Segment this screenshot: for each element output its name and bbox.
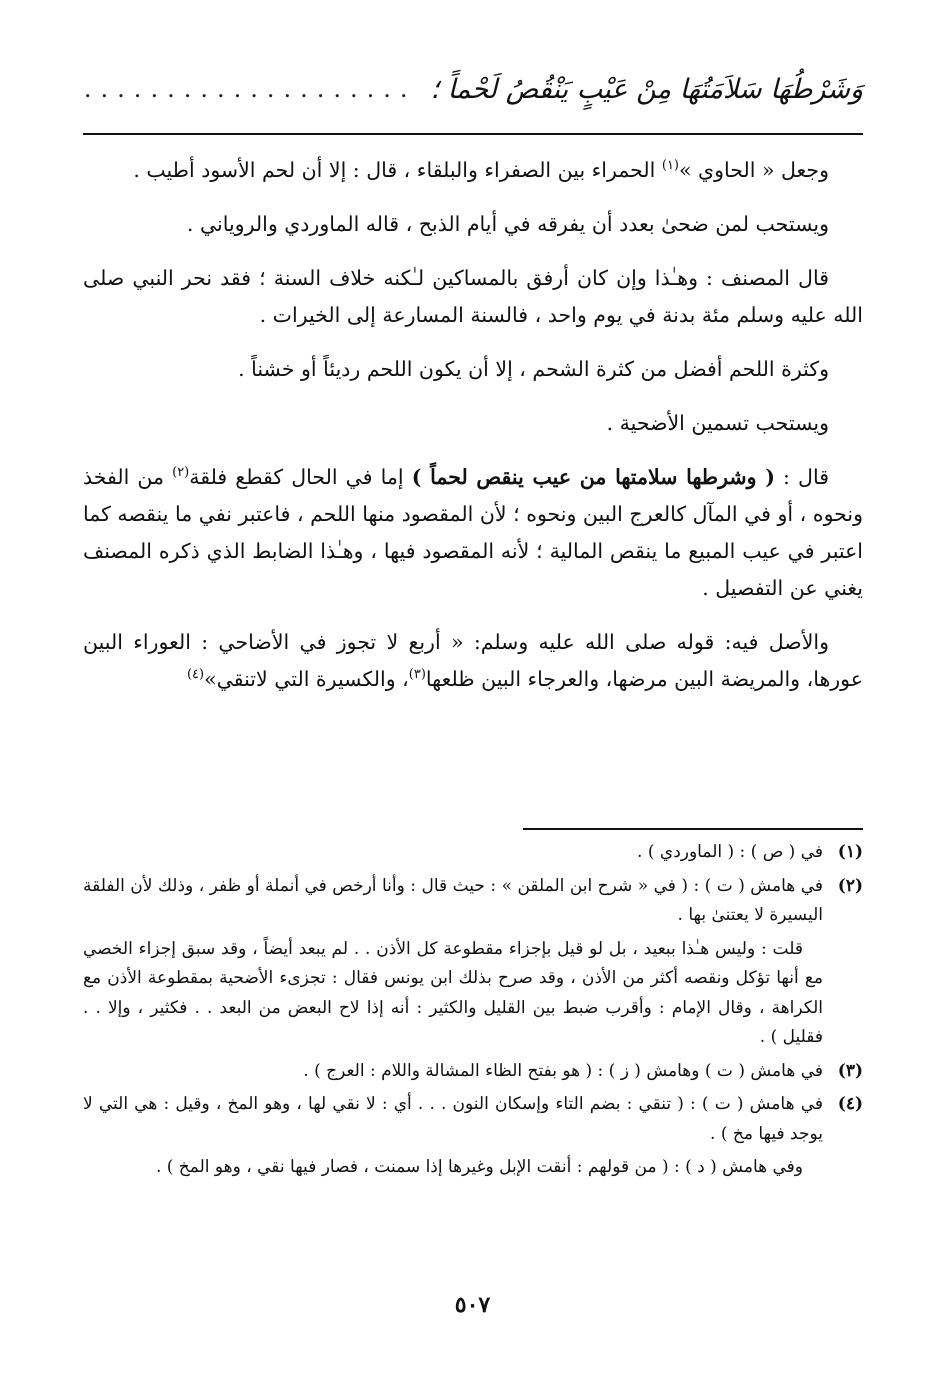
paragraph-1 <box>83 152 863 189</box>
footnote-text: في ( ص ) : ( الماوردي ) . <box>637 842 823 862</box>
footnote-number: (٣) <box>837 1060 863 1081</box>
paragraph-4: وكثرة اللحم أفضل من كثرة الشحم ، إلا أن يكون اللحم رديئاً أو خشناً . <box>238 357 829 381</box>
page-number: ٥٠٧ <box>454 1292 491 1318</box>
footnote-separator <box>523 828 863 830</box>
paragraph-1-start: وجعل « الحاوي » <box>679 158 829 182</box>
paragraph-3: قال المصنف : وهـٰذا وإن كان أرفق بالمساكين لـٰكنه خلاف السنة ؛ فقد نحر النبي صلى الله عليه وسلم مئة بدنة في يوم واحد ، فالسنة المسارعة إلى الخيرات . <box>83 266 863 327</box>
main-text <box>83 152 863 704</box>
paragraph-6-start: قال : <box>774 465 829 489</box>
footnote-text: قلت : وليس هـٰذا ببعيد ، بل لو قيل بإجزاء مقطوعة كل الأذن . . لم يبعد أيضاً ، وقد سبق إجزاء الخصي مع أنها تؤكل ونقصه أكثر من الأذن ، وقد صرح بذلك ابن يونس فقال : تجزىء الأضحية بمقطوعة الأذن مع الكراهة ، وقال الإمام : وأقرب ضبط بين القليل والكثير : أنه إذا لاح البعض من البعد . . فكثير ، وإلا . . فقليل ) . <box>83 938 823 1047</box>
footnote-body <box>83 872 823 1053</box>
footnotes <box>83 838 863 1187</box>
footnote-text: في هامش ( ت ) : ( تنقي : بضم التاء وإسكان النون . . . أي : لا نقي لها ، وهو المخ ، وقيل : هي التي لا يوجد فيها مخ ) . <box>83 1094 823 1144</box>
paragraph-2: ويستحب لمن ضحىٰ بعدد أن يفرقه في أيام الذبح ، قاله الماوردي والروياني . <box>186 212 829 236</box>
footnote-number: (١) <box>837 842 863 862</box>
paragraph-7-end: ، والكسيرة التي لاتنقي» <box>204 667 409 691</box>
footnote-ref-4: (٤) <box>186 667 205 683</box>
matn-quote: ( وشرطها سلامتها من عيب ينقص لحماً ) <box>411 465 775 489</box>
running-head-dots: .................... <box>83 75 417 103</box>
header-rule <box>83 133 863 135</box>
footnote-1 <box>83 838 863 868</box>
paragraph-6-mid: إما في الحال كقطع فلقة <box>189 465 412 489</box>
footnote-body <box>83 1057 823 1087</box>
footnote-body <box>83 838 823 868</box>
footnote-ref-3: (٣) <box>408 667 426 683</box>
footnote-body <box>83 1090 823 1183</box>
footnote-text: وفي هامش ( د ) : ( من قولهم : أنقت الإبل وغيرها إذا سمنت ، فصار فيها نقي ، وهو المخ ) . <box>155 1157 803 1177</box>
footnote-text: في هامش ( ت ) : ( في « شرح ابن الملقن » : حيث قال : وأنا أرخص في أنملة أو ظفر ، وذلك لأن الفلقة اليسيرة لا يعتنىٰ بها . <box>83 875 823 925</box>
paragraph-6 <box>83 459 863 607</box>
paragraph-1-end: الحمراء بين الصفراء والبلقاء ، قال : إلا أن لحم الأسود أطيب . <box>133 158 662 182</box>
paragraph-5: ويستحب تسمين الأضحية . <box>606 411 829 435</box>
footnote-3 <box>83 1057 863 1087</box>
footnote-2 <box>83 872 863 1053</box>
footnote-ref-2: (٢) <box>172 465 190 481</box>
footnote-number: (٤) <box>837 1094 863 1114</box>
paragraph-6-end: من الفخذ ونحوه ، أو في المآل كالعرج البين ونحوه ؛ لأن المقصود منها اللحم ، فاعتبر نفي ما ينقصه كما اعتبر في عيب المبيع ما ينقص المالية ؛ لأنه المقصود فيها ، وهـٰذا الضابط الذي ذكره المصنف يغني عن التفصيل . <box>83 465 863 600</box>
paragraph-7 <box>83 624 863 698</box>
running-head-title: وَشَرْطُهَا سَلاَمَتُهَا مِنْ عَيْبٍ يَنْقُصُ لَحْماً ؛ <box>430 73 863 105</box>
paragraph-7-start: والأصل فيه: قوله صلى الله عليه وسلم: « أربع لا تجوز في الأضاحي : العوراء البين عورها، والمريضة البين مرضها، والعرجاء البين ظلعها <box>83 630 863 691</box>
footnote-number: (٢) <box>837 875 863 896</box>
running-head <box>83 64 863 114</box>
footnote-ref-1: (١) <box>661 158 679 174</box>
footnote-4 <box>83 1090 863 1183</box>
footnote-text: في هامش ( ت ) وهامش ( ز ) : ( هو بفتح الظاء المشالة واللام : العرج ) . <box>303 1060 823 1081</box>
